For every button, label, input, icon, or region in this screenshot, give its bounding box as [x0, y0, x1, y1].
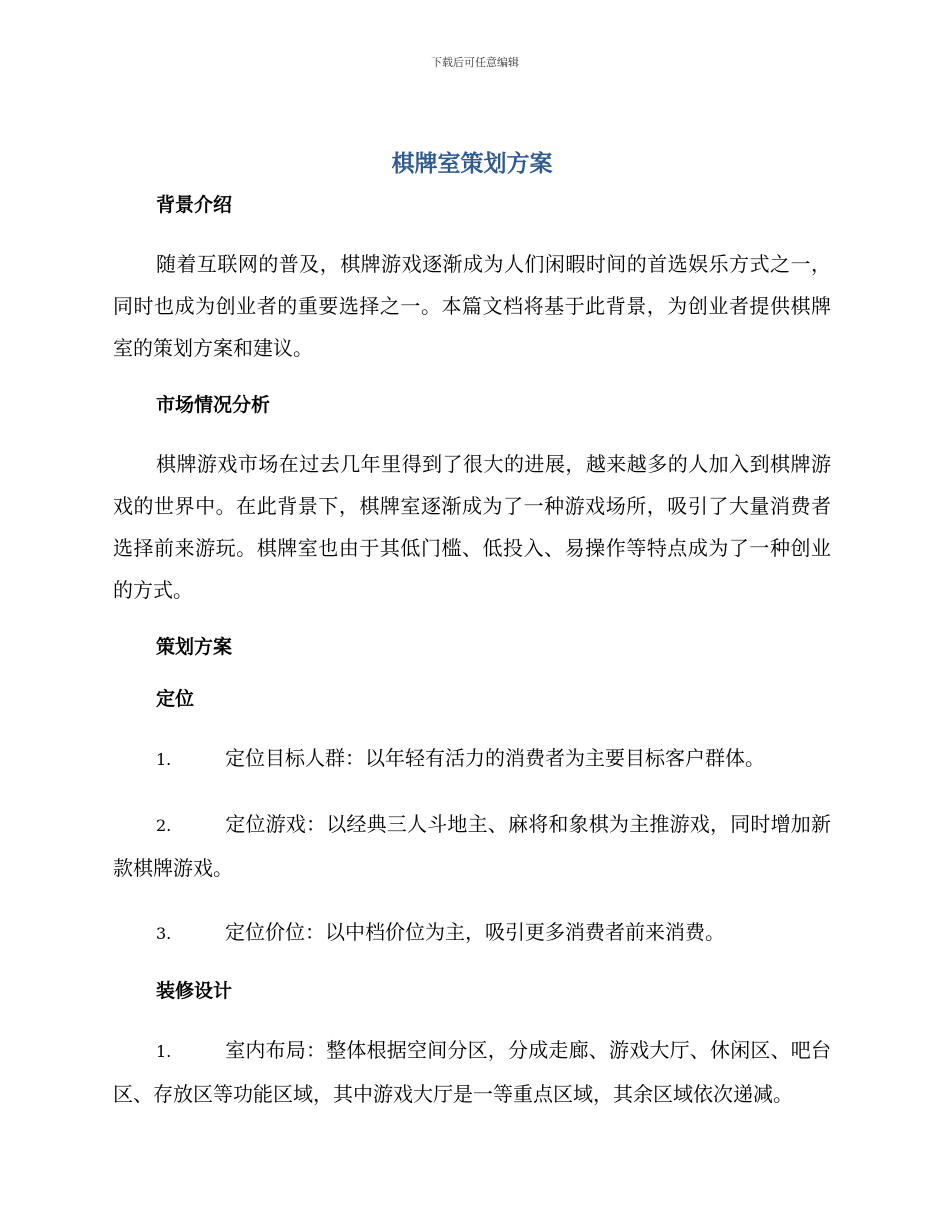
section-heading-decoration: 装修设计: [156, 980, 233, 1002]
list-item: [113, 737, 831, 781]
list-item: [113, 803, 831, 889]
section-heading-market: 市场情况分析: [156, 394, 271, 416]
section-heading-background: 背景介绍: [156, 194, 233, 216]
document-body: [113, 145, 831, 1137]
section-heading-positioning: 定位: [156, 688, 195, 710]
list-item-text: 定位目标人群：以年轻有活力的消费者为主要目标客户群体。: [225, 746, 765, 770]
section-heading-plan: 策划方案: [156, 636, 233, 658]
list-item-number: 1.: [156, 750, 172, 769]
list-item: [113, 911, 831, 955]
list-item-text: 室内布局：整体根据空间分区，分成走廊、游戏大厅、休闲区、吧台区、存放区等功能区域，其中游戏大厅是一等重点区域，其余区域依次递减。: [113, 1038, 831, 1106]
header-note: 下载后可任意编辑: [431, 56, 519, 69]
list-item-text: 定位价位：以中档价位为主，吸引更多消费者前来消费。: [225, 920, 725, 944]
list-item-number: 3.: [156, 924, 172, 943]
paragraph-background: 随着互联网的普及，棋牌游戏逐渐成为人们闲暇时间的首选娱乐方式之一，同时也成为创业者的重要选择之一。本篇文档将基于此背景，为创业者提供棋牌室的策划方案和建议。: [113, 252, 831, 360]
document-title: 棋牌室策划方案: [391, 151, 553, 177]
list-item-number: 2.: [156, 816, 172, 835]
list-item: [113, 1029, 831, 1115]
list-item-number: 1.: [156, 1042, 172, 1061]
paragraph-market: 棋牌游戏市场在过去几年里得到了很大的进展，越来越多的人加入到棋牌游戏的世界中。在此背景下，棋牌室逐渐成为了一种游戏场所，吸引了大量消费者选择前来游玩。棋牌室也由于其低门槛、低投入、易操作等特点成为了一种创业的方式。: [113, 452, 831, 602]
list-item-text: 定位游戏：以经典三人斗地主、麻将和象棋为主推游戏，同时增加新款棋牌游戏。: [113, 812, 831, 880]
